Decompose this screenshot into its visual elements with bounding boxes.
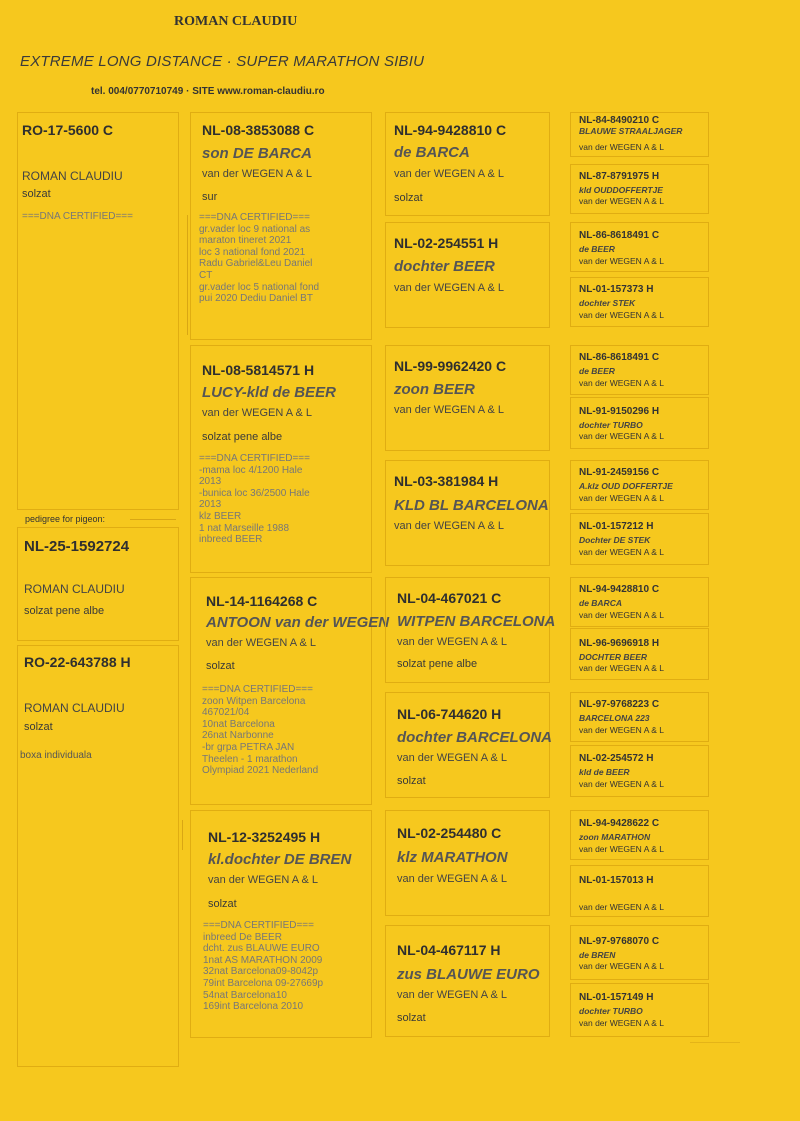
- g4-breeder: van der WEGEN A & L: [579, 142, 665, 152]
- g4-card: [570, 745, 709, 797]
- g3-ring: NL-02-254551 H: [394, 235, 499, 251]
- g4-ring: NL-01-157373 H: [579, 284, 654, 295]
- g2-notes: ===DNA CERTIFIED=== inbreed De BEER dcht. zus BLAUWE EURO 1nat AS MARATHON 2009 32nat Barcelona09-8042p 79int Barcelona 09-27669p 54nat Barcelona10 169int Barcelona 2010: [203, 920, 324, 1013]
- g4-name: de BEER: [579, 366, 615, 376]
- g4-ring: NL-94-9428622 C: [579, 818, 660, 829]
- g4-breeder: van der WEGEN A & L: [579, 725, 665, 735]
- g4-card: [570, 692, 709, 742]
- g4-breeder: van der WEGEN A & L: [579, 431, 665, 441]
- g3-card: [385, 222, 550, 328]
- g4-name: zoon MARATHON: [579, 832, 651, 842]
- g3-card: [385, 692, 553, 798]
- g3-ring: NL-06-744620 H: [397, 706, 502, 722]
- g4-breeder: van der WEGEN A & L: [579, 779, 665, 789]
- g3-color: solzat: [397, 1012, 426, 1024]
- g3-ring: NL-94-9428810 C: [394, 122, 507, 138]
- g4-card: [570, 345, 709, 395]
- g4-name: kld de BEER: [579, 767, 630, 777]
- dam-color: solzat: [24, 721, 53, 733]
- contact-line: tel. 004/0770710749 · SITE www.roman-claudiu.ro: [91, 86, 325, 97]
- subject-card: [17, 527, 179, 641]
- g2-breeder: van der WEGEN A & L: [208, 874, 319, 886]
- g4-card: [570, 164, 709, 214]
- g2-breeder: van der WEGEN A & L: [202, 168, 313, 180]
- sire-dna: ===DNA CERTIFIED===: [22, 211, 133, 222]
- g4-card: [570, 865, 709, 917]
- g4-ring: NL-86-8618491 C: [579, 352, 660, 363]
- g3-color: solzat pene albe: [397, 658, 478, 670]
- g3-name: zoon BEER: [394, 381, 475, 398]
- g4-breeder: van der WEGEN A & L: [579, 961, 665, 971]
- g2-name: ANTOON van der WEGEN: [206, 614, 390, 631]
- g2-name: LUCY-kld de BEER: [202, 384, 336, 401]
- g4-ring: NL-01-157212 H: [579, 521, 654, 532]
- g4-ring: NL-87-8791975 H: [579, 171, 660, 182]
- g4-breeder: van der WEGEN A & L: [579, 902, 665, 912]
- dam-ring: RO-22-643788 H: [24, 654, 131, 670]
- g4-name: de BARCA: [579, 598, 622, 608]
- g2-ring: NL-08-5814571 H: [202, 362, 315, 378]
- g4-name: Dochter DE STEK: [579, 535, 651, 545]
- g2-ring: NL-12-3252495 H: [208, 829, 321, 845]
- g2-name: kl.dochter DE BREN: [208, 851, 352, 868]
- g2-color: sur: [202, 191, 218, 203]
- g3-name: dochter BEER: [394, 258, 495, 275]
- g3-name: zus BLAUWE EURO: [397, 966, 540, 983]
- g4-ring: NL-91-9150296 H: [579, 406, 660, 417]
- g4-card: [570, 925, 709, 980]
- g2-breeder: van der WEGEN A & L: [206, 637, 317, 649]
- g2-breeder: van der WEGEN A & L: [202, 407, 313, 419]
- g4-name: DOCHTER BEER: [579, 652, 648, 662]
- g3-ring: NL-02-254480 C: [397, 825, 502, 841]
- g3-ring: NL-03-381984 H: [394, 473, 499, 489]
- dam-owner: ROMAN CLAUDIU: [24, 701, 125, 715]
- g4-card: [570, 397, 709, 449]
- g2-card: [190, 810, 372, 1038]
- g3-card: [385, 112, 550, 216]
- g3-breeder: van der WEGEN A & L: [397, 989, 508, 1001]
- g4-ring: NL-97-9768223 C: [579, 699, 660, 710]
- connector-line: [182, 820, 183, 850]
- g2-notes: ===DNA CERTIFIED=== zoon Witpen Barcelona 467021/04 10nat Barcelona 26nat Narbonne -br grpa PETRA JAN Theelen - 1 marathon Olympiad 2021 Nederland: [202, 684, 319, 777]
- g4-breeder: van der WEGEN A & L: [579, 1018, 665, 1028]
- g4-breeder: van der WEGEN A & L: [579, 663, 665, 673]
- g4-breeder: van der WEGEN A & L: [579, 378, 665, 388]
- g2-card: [190, 345, 372, 573]
- breeder-name-heading: ROMAN CLAUDIU: [174, 14, 298, 29]
- g3-breeder: van der WEGEN A & L: [394, 404, 505, 416]
- g4-ring: NL-86-8618491 C: [579, 230, 660, 241]
- g3-name: dochter BARCELONA: [397, 729, 553, 746]
- g2-card: [190, 112, 372, 340]
- g4-card: [570, 628, 709, 680]
- g3-name: de BARCA: [394, 144, 470, 161]
- g4-ring: NL-91-2459156 C: [579, 467, 660, 478]
- g2-color: solzat pene albe: [202, 431, 283, 443]
- g3-card: [385, 577, 556, 683]
- g4-name: dochter TURBO: [579, 1006, 643, 1016]
- g2-notes: ===DNA CERTIFIED=== gr.vader loc 9 national as maraton tineret 2021 loc 3 national fond 2021 Radu Gabriel&Leu Daniel CT gr.vader loc 5 national fond pui 2020 Dediu Daniel BT: [199, 212, 320, 305]
- connector-line: [187, 215, 188, 335]
- g3-breeder: van der WEGEN A & L: [394, 520, 505, 532]
- sire-owner: ROMAN CLAUDIU: [22, 169, 123, 183]
- g4-card: [570, 577, 709, 627]
- g4-card: [570, 513, 709, 565]
- g4-card: [570, 810, 709, 860]
- subject-ring: NL-25-1592724: [24, 538, 130, 555]
- g4-card: [570, 983, 709, 1037]
- sire-card: [17, 112, 179, 510]
- g4-breeder: van der WEGEN A & L: [579, 493, 665, 503]
- g3-breeder: van der WEGEN A & L: [397, 752, 508, 764]
- g3-name: WITPEN BARCELONA: [397, 613, 556, 630]
- g4-breeder: van der WEGEN A & L: [579, 310, 665, 320]
- g3-color: solzat: [397, 775, 426, 787]
- g2-name: son DE BARCA: [202, 145, 313, 162]
- g3-name: KLD BL BARCELONA: [394, 497, 549, 514]
- g4-breeder: van der WEGEN A & L: [579, 547, 665, 557]
- g4-name: BARCELONA 223: [579, 713, 650, 723]
- g2-ring: NL-08-3853088 C: [202, 122, 315, 138]
- pedigree-label: pedigree for pigeon:: [25, 514, 106, 524]
- g4-name: kld OUDDOFFERTJE: [579, 185, 663, 195]
- g4-card: [570, 277, 709, 327]
- g4-card: [570, 112, 709, 157]
- g3-card: [385, 925, 550, 1037]
- g4-breeder: van der WEGEN A & L: [579, 256, 665, 266]
- subject-owner: ROMAN CLAUDIU: [24, 582, 125, 596]
- g2-card: [190, 577, 390, 805]
- g4-ring: NL-01-157013 H: [579, 875, 654, 886]
- g4-ring: NL-94-9428810 C: [579, 584, 660, 595]
- g4-breeder: van der WEGEN A & L: [579, 844, 665, 854]
- g4-name: de BEER: [579, 244, 615, 254]
- g3-breeder: van der WEGEN A & L: [394, 168, 505, 180]
- g4-name: BLAUWE STRAALJAGER: [579, 126, 683, 136]
- g4-ring: NL-97-9768070 C: [579, 936, 660, 947]
- g2-notes: ===DNA CERTIFIED=== -mama loc 4/1200 Hale 2013 -bunica loc 36/2500 Hale 2013 klz BEER 1 nat Marseille 1988 inbreed BEER: [199, 453, 310, 546]
- g3-name: klz MARATHON: [397, 849, 508, 866]
- sire-ring: RO-17-5600 C: [22, 122, 114, 138]
- g4-card: [570, 222, 709, 272]
- g4-ring: NL-02-254572 H: [579, 753, 654, 764]
- g4-name: dochter STEK: [579, 298, 636, 308]
- g2-ring: NL-14-1164268 C: [206, 593, 318, 609]
- dam-card: [17, 645, 179, 1067]
- g4-breeder: van der WEGEN A & L: [579, 610, 665, 620]
- g3-ring: NL-04-467021 C: [397, 590, 502, 606]
- g3-breeder: van der WEGEN A & L: [394, 282, 505, 294]
- g4-ring: NL-01-157149 H: [579, 992, 654, 1003]
- sire-color: solzat: [22, 188, 51, 200]
- g3-ring: NL-04-467117 H: [397, 942, 501, 958]
- g3-card: [385, 810, 550, 916]
- g3-ring: NL-99-9962420 C: [394, 358, 507, 374]
- g4-name: dochter TURBO: [579, 420, 643, 430]
- g4-name: de BREN: [579, 950, 616, 960]
- dam-note: boxa individuala: [20, 750, 92, 761]
- scan-mark: [690, 1042, 740, 1043]
- document-subtitle: EXTREME LONG DISTANCE · SUPER MARATHON SIBIU: [20, 53, 425, 70]
- g3-color: solzat: [394, 192, 423, 204]
- g2-color: solzat: [206, 660, 235, 672]
- subject-color: solzat pene albe: [24, 605, 105, 617]
- g4-ring: NL-96-9696918 H: [579, 638, 660, 649]
- g4-ring: NL-84-8490210 C: [579, 115, 660, 126]
- g2-color: solzat: [208, 898, 237, 910]
- g4-breeder: van der WEGEN A & L: [579, 196, 665, 206]
- g3-breeder: van der WEGEN A & L: [397, 873, 508, 885]
- g3-card: [385, 345, 550, 451]
- g3-card: [385, 460, 550, 566]
- g4-card: [570, 460, 709, 510]
- g4-name: A.klz OUD DOFFERTJE: [579, 481, 673, 491]
- g3-breeder: van der WEGEN A & L: [397, 636, 508, 648]
